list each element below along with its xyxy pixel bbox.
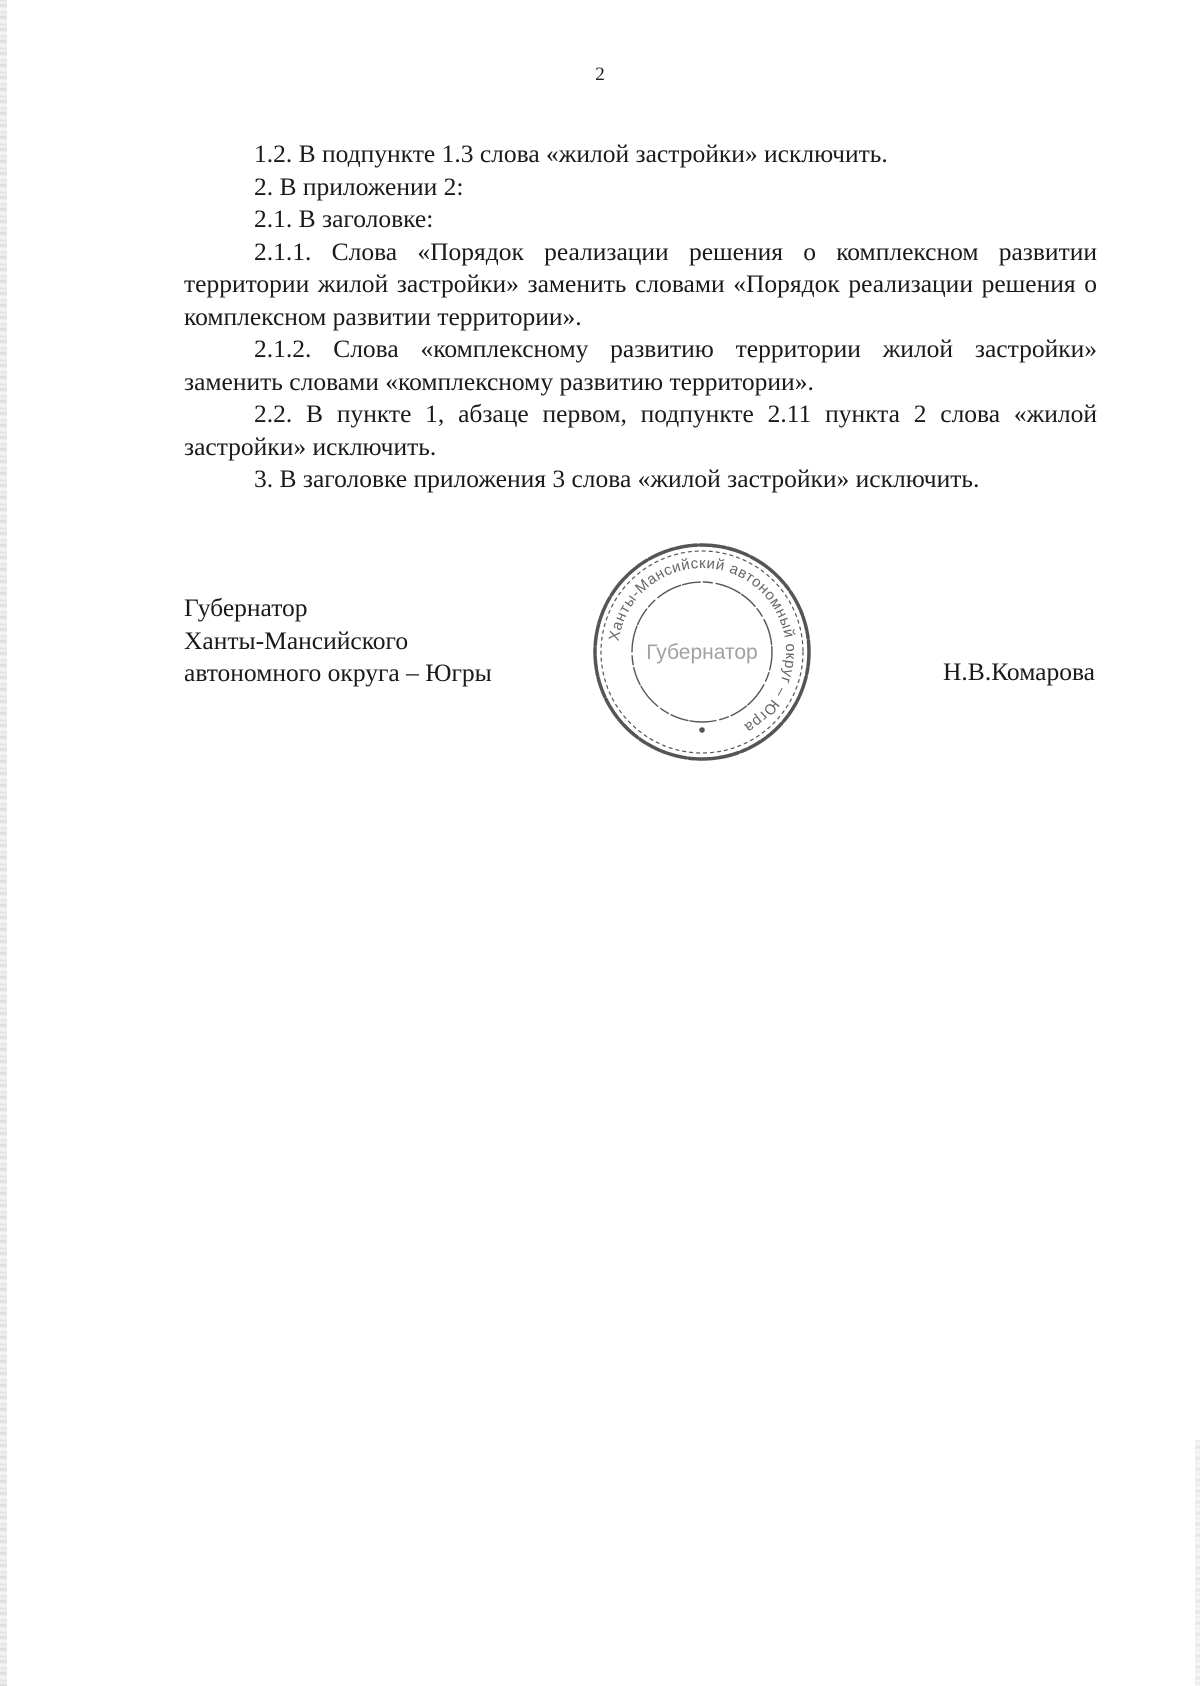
signer-position-line: автономного округа – Югры <box>184 658 492 687</box>
seal-ring-text: Ханты-Мансийский автономный округ – Югра <box>605 554 800 737</box>
paragraph-2-2: 2.2. В пункте 1, абзаце первом, подпункте 2.11 пункта 2 слова «жилой застройки» исключить. <box>184 399 1097 461</box>
paragraph-2-1-2: 2.1.2. Слова «комплексному развитию территории жилой застройки» заменить словами «комплексному развитию территории». <box>184 334 1097 396</box>
scan-edge-left <box>0 0 7 1686</box>
signer-name: Н.В.Комарова <box>943 657 1095 686</box>
seal-star-icon <box>699 727 705 733</box>
signer-position <box>184 592 492 690</box>
document-body <box>184 138 1097 496</box>
official-seal <box>588 538 816 766</box>
seal-center-text: Губернатор <box>646 641 758 664</box>
scan-edge-right <box>1195 1440 1200 1686</box>
paragraph-1-2: 1.2. В подпункте 1.3 слова «жилой застройки» исключить. <box>254 139 888 168</box>
signer-position-line: Губернатор <box>184 593 308 622</box>
page-number: 2 <box>595 64 605 85</box>
paragraph-2-1: 2.1. В заголовке: <box>254 204 434 233</box>
paragraph-2-1-1: 2.1.1. Слова «Порядок реализации решения о комплексном развитии территории жилой застройки» заменить словами «Порядок реализации решения о комплексном развитии территории». <box>184 236 1097 331</box>
signer-position-line: Ханты-Мансийского <box>184 625 409 655</box>
paragraph-2: 2. В приложении 2: <box>254 171 464 201</box>
paragraph-3: 3. В заголовке приложения 3 слова «жилой застройки» исключить. <box>254 464 980 493</box>
